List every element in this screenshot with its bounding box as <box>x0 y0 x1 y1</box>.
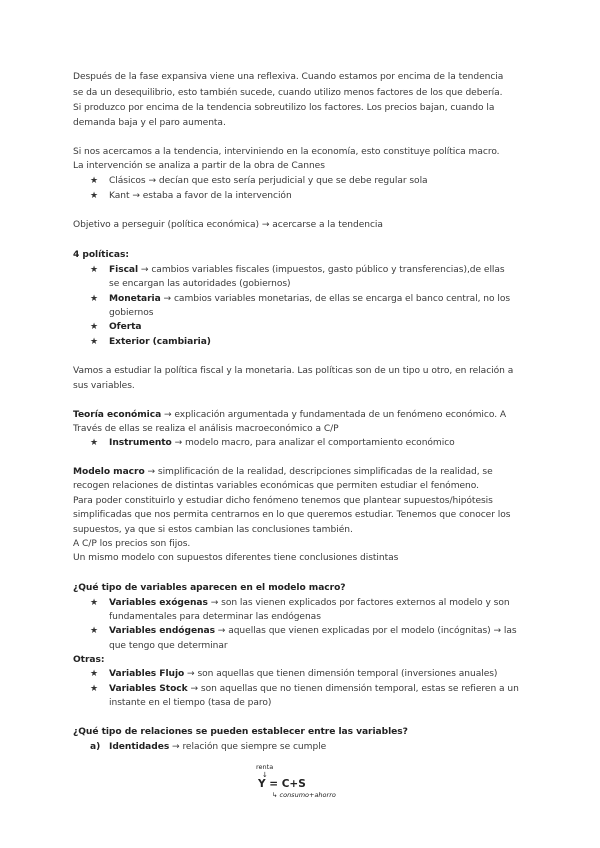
handwritten-label-renta: renta <box>256 763 274 771</box>
definition-modelo <box>73 465 493 480</box>
definition-text: → son las vienen explicados por factores externos al modelo y son <box>207 598 510 608</box>
list-marker: a) <box>90 742 101 752</box>
star-bullet-icon: ★ <box>90 265 99 275</box>
text-line: demanda baja y el paro aumenta. <box>73 118 226 128</box>
arrow-down-icon: ↓ <box>262 771 268 779</box>
list-item-stock <box>109 682 519 697</box>
text-line: Para poder constituirlo y estudiar dicho fenómeno tenemos que plantear supuestos/hipótesis <box>73 496 493 506</box>
list-item-fiscal <box>109 263 505 278</box>
term-fiscal: Fiscal <box>109 265 139 275</box>
section-heading: ¿Qué tipo de variables aparecen en el modelo macro? <box>73 583 346 593</box>
text-line: Un mismo modelo con supuestos diferentes tiene conclusiones distintas <box>73 553 399 563</box>
definition-text: → son aquellas que tienen dimensión temporal (inversiones anuales) <box>184 669 498 679</box>
text-line: Después de la fase expansiva viene una reflexiva. Cuando estamos por encima de la tendencia <box>73 72 504 82</box>
definition-text: → relación que siempre se cumple <box>169 742 327 752</box>
star-bullet-icon: ★ <box>90 598 99 608</box>
star-bullet-icon: ★ <box>90 176 99 186</box>
definition-text: → simplificación de la realidad, descripciones simplificadas de la realidad, se <box>144 467 493 477</box>
list-item-oferta: Oferta <box>109 322 142 332</box>
text-line: Si nos acercamos a la tendencia, interviniendo en la economía, esto constituye política macro. <box>73 147 500 157</box>
star-bullet-icon: ★ <box>90 322 99 332</box>
text-line: simplificadas que nos permita centrarnos en lo que queremos estudiar. Tenemos que conocer los <box>73 510 511 520</box>
text-line: Si produzco por encima de la tendencia sobreutilizo los factores. Los precios bajan, cuando la <box>73 103 495 113</box>
text-line: Través de ellas se realiza el análisis macroeconómico a C/P <box>73 424 339 434</box>
list-item-exogenas <box>109 596 510 611</box>
star-bullet-icon: ★ <box>90 626 99 636</box>
list-item-exterior: Exterior (cambiaria) <box>109 337 211 347</box>
text-line: recogen relaciones de distintas variables económicas que permiten estudiar el fenómeno. <box>73 481 479 491</box>
star-bullet-icon: ★ <box>90 337 99 347</box>
list-item-identidades <box>109 740 326 755</box>
list-item-flujo <box>109 667 497 682</box>
term-flujo: Variables Flujo <box>109 669 185 679</box>
definition-text: → cambios variables fiscales (impuestos, gasto público y transferencias),de ellas <box>138 265 505 275</box>
text-line: gobiernos <box>109 308 154 318</box>
term-exogenas: Variables exógenas <box>109 598 208 608</box>
handwritten-label-consumo: ↳ consumo+ahorro <box>272 791 336 799</box>
list-item-kant: Kant → estaba a favor de la intervención <box>109 191 292 201</box>
term-instrumento: Instrumento <box>109 438 172 448</box>
text-line: A C/P los precios son fijos. <box>73 539 191 549</box>
star-bullet-icon: ★ <box>90 669 99 679</box>
text-line: instante en el tiempo (tasa de paro) <box>109 698 272 708</box>
handwritten-equation: Y = C+S <box>258 778 306 790</box>
text-line: que tengo que determinar <box>109 641 228 651</box>
star-bullet-icon: ★ <box>90 294 99 304</box>
definition-text: → modelo macro, para analizar el comportamiento económico <box>171 438 455 448</box>
text-line: Vamos a estudiar la política fiscal y la monetaria. Las políticas son de un tipo u otro, en relación a <box>73 366 514 376</box>
star-bullet-icon: ★ <box>90 191 99 201</box>
subheading-otras: Otras: <box>73 655 105 665</box>
term-teoria: Teoría económica <box>73 410 162 420</box>
list-item-endogenas <box>109 624 517 639</box>
list-item-clasicos: Clásicos → decían que esto sería perjudicial y que se debe regular sola <box>109 176 428 186</box>
term-stock: Variables Stock <box>109 684 188 694</box>
list-item-monetaria <box>109 292 510 307</box>
text-line: fundamentales para determinar las endógenas <box>109 612 321 622</box>
definition-text: → cambios variables monetarias, de ellas se encarga el banco central, no los <box>160 294 511 304</box>
text-line: se encargan las autoridades (gobiernos) <box>109 279 291 289</box>
text-line: se da un desequilibrio, esto también sucede, cuando utilizo menos factores de los que debería. <box>73 88 503 98</box>
definition-text: → son aquellas que no tienen dimensión temporal, estas se refieren a un <box>187 684 519 694</box>
text-line: sus variables. <box>73 381 135 391</box>
term-monetaria: Monetaria <box>109 294 161 304</box>
section-heading: 4 políticas: <box>73 250 129 260</box>
list-item-instrumento <box>109 436 455 451</box>
section-heading: ¿Qué tipo de relaciones se pueden establecer entre las variables? <box>73 727 408 737</box>
star-bullet-icon: ★ <box>90 438 99 448</box>
paragraph-objetivo: Objetivo a perseguir (política económica) → acercarse a la tendencia <box>73 220 383 230</box>
term-endogenas: Variables endógenas <box>109 626 215 636</box>
definition-teoria <box>73 408 506 423</box>
star-bullet-icon: ★ <box>90 684 99 694</box>
text-line: La intervención se analiza a partir de la obra de Cannes <box>73 161 325 171</box>
definition-text: → explicación argumentada y fundamentada de un fenómeno económico. A <box>161 410 507 420</box>
term-identidades: Identidades <box>109 742 170 752</box>
term-modelo: Modelo macro <box>73 467 145 477</box>
definition-text: → aquellas que vienen explicadas por el modelo (incógnitas) → las <box>214 626 517 636</box>
text-line: supuestos, ya que si estos cambian las conclusiones también. <box>73 525 353 535</box>
